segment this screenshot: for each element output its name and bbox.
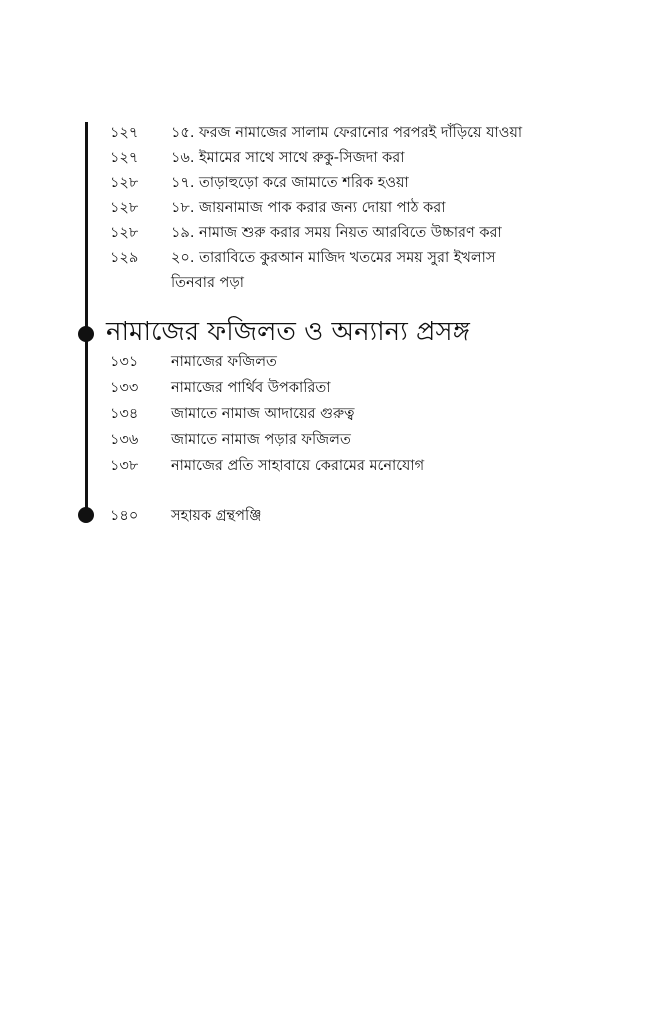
toc-page-number: ১২৯ (110, 250, 139, 266)
toc-page-number: ১২৮ (110, 200, 139, 216)
toc-entry[interactable] (0, 246, 663, 272)
toc-entry-title: ১৯. নামাজ শুরু করার সময় নিয়ত আরবিতে উচ্চারণ করা (171, 225, 502, 241)
toc-entry-title: ১৭. তাড়াহুড়ো করে জামাতে শরিক হওয়া (171, 175, 409, 191)
toc-entry-title: নামাজের ফজিলত (171, 354, 277, 370)
toc-entry-title: ২০. তারাবিতে কুরআন মাজিদ খতমের সময় সুরা ইখলাস (171, 250, 496, 266)
toc-entry[interactable] (0, 221, 663, 247)
toc-entry[interactable] (0, 428, 663, 454)
toc-entry[interactable] (0, 146, 663, 172)
toc-entry-title: নামাজের প্রতি সাহাবায়ে কেরামের মনোযোগ (171, 458, 425, 474)
toc-page-number: ১৩১ (110, 354, 139, 370)
toc-entry[interactable] (0, 454, 663, 480)
toc-page-number: ১২৮ (110, 225, 139, 241)
toc-entry-title: ১৮. জায়নামাজ পাক করার জন্য দোয়া পাঠ করা (171, 200, 446, 216)
toc-page-number: ১৩৩ (110, 380, 139, 396)
toc-page-number: ১৩৬ (110, 432, 139, 448)
toc-entry-title: ১৬. ইমামের সাথে সাথে রুকু-সিজদা করা (171, 150, 405, 166)
toc-entry-title: ১৫. ফরজ নামাজের সালাম ফেরানোর পরপরই দাঁড়িয়ে যাওয়া (171, 125, 523, 141)
toc-entry-title: নামাজের পার্থিব উপকারিতা (171, 380, 331, 396)
toc-entry-title-continuation: তিনবার পড়া (171, 275, 244, 291)
section-heading: নামাজের ফজিলত ও অন্যান্য প্রসঙ্গ (106, 317, 470, 347)
toc-entry-title: জামাতে নামাজ পড়ার ফজিলত (171, 432, 351, 448)
toc-entry-title: জামাতে নামাজ আদায়ের গুরুত্ব (171, 406, 355, 422)
toc-entry[interactable] (0, 196, 663, 222)
toc-entry[interactable] (0, 350, 663, 376)
toc-page-number: ১৪০ (110, 508, 139, 524)
toc-entry-continuation (0, 271, 663, 297)
toc-entry[interactable] (0, 171, 663, 197)
toc-entry-title: সহায়ক গ্রন্থপঞ্জি (171, 508, 262, 524)
toc-page-number: ১২৭ (110, 150, 139, 166)
toc-entry-bibliography[interactable] (0, 504, 663, 530)
toc-entry[interactable] (0, 376, 663, 402)
toc-entry[interactable] (0, 121, 663, 147)
toc-page-number: ১৩৪ (110, 406, 139, 422)
toc-page-number: ১২৭ (110, 125, 139, 141)
section-bullet (78, 326, 94, 342)
toc-page-number: ১৩৮ (110, 458, 139, 474)
toc-page-number: ১২৮ (110, 175, 139, 191)
toc-entry[interactable] (0, 402, 663, 428)
